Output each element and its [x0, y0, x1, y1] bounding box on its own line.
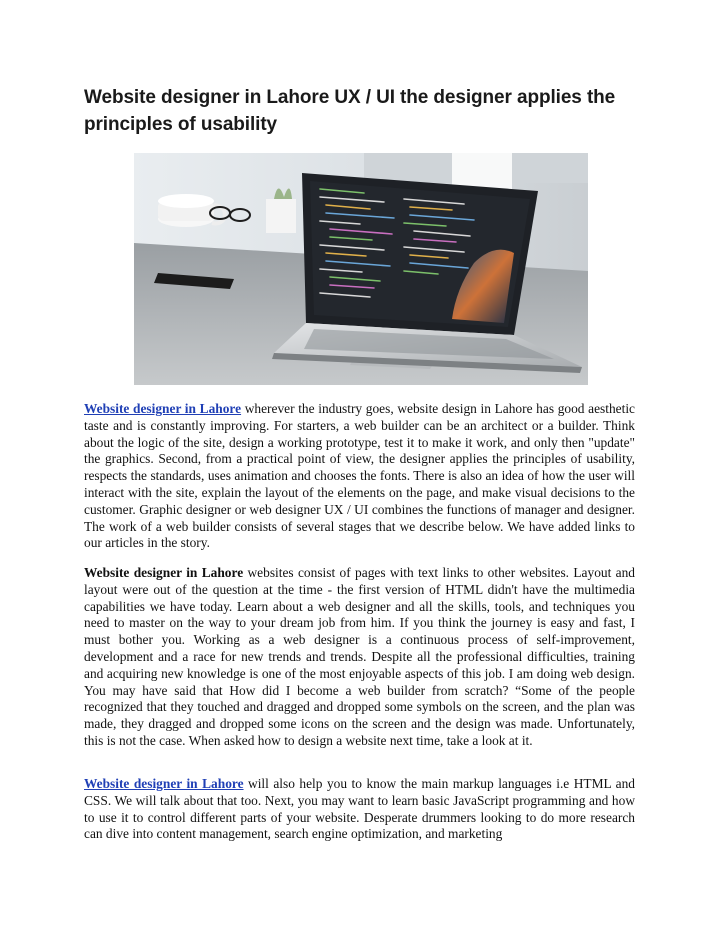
paragraph-3: [84, 776, 635, 843]
laptop-illustration: [134, 153, 588, 385]
paragraph-1: [84, 401, 635, 552]
paragraph-2-lead: Website designer in Lahore: [84, 565, 244, 580]
website-designer-link-1[interactable]: Website designer in Lahore: [84, 401, 242, 416]
paragraph-2-text: websites consist of pages with text links to other websites. Layout and layout were out of the question at the time - the first version of HTML didn't have the multimedia capabilities we have today. Learn about a web designer and all the skills, tools, and techniques you need to master on the way to your dream job from him. If you think the journey is easy and fast, I must bother you. Working as a web designer is a continuous process of self-improvement, development and a race for new trends and trends. Despite all the professional difficulties, training and acquiring new knowledge is one of the most enjoyable aspects of this job. I am doing web design. You may have said that How did I become a web builder from scratch? “Some of the people recognized that they touched and dragged and dropped some symbols on the screen, and the plan was made, they dragged and dropped some icons on the screen and the design was made. Unfortunately, this is not the case. When asked how to design a website next time, take a look at it.: [84, 565, 635, 748]
paragraph-3-text: will also help you to know the main markup languages i.e HTML and CSS. We will talk about that too. Next, you may want to learn basic JavaScript programming and how to use it to control different parts of your website. Desperate drummers looking to do more research can dive into content management, search engine optimization, and marketing: [84, 776, 635, 842]
page-title: Website designer in Lahore UX / UI the designer applies the principles of usability: [84, 87, 616, 135]
paragraph-1-text: wherever the industry goes, website design in Lahore has good aesthetic taste and is constantly improving. For starters, a web builder can be an architect or a builder. Think about the logic of the site, design a working prototype, test it to make it work, and only then "update" the graphics. Second, from a practical point of view, the designer applies the principles of usability, respects the standards, uses animation and chooses the fonts. There is also an idea of how the user will interact with the site, explain the layout of the elements on the page, and make visual decisions to the customer. Graphic designer or web designer UX / UI combines the functions of manager and designer. The work of a web builder consists of several stages that we describe below. We have added links to our articles in the story.: [84, 401, 635, 551]
laptop-photo: [134, 153, 588, 385]
website-designer-link-2[interactable]: Website designer in Lahore: [84, 776, 244, 791]
paragraph-2: [84, 565, 635, 750]
